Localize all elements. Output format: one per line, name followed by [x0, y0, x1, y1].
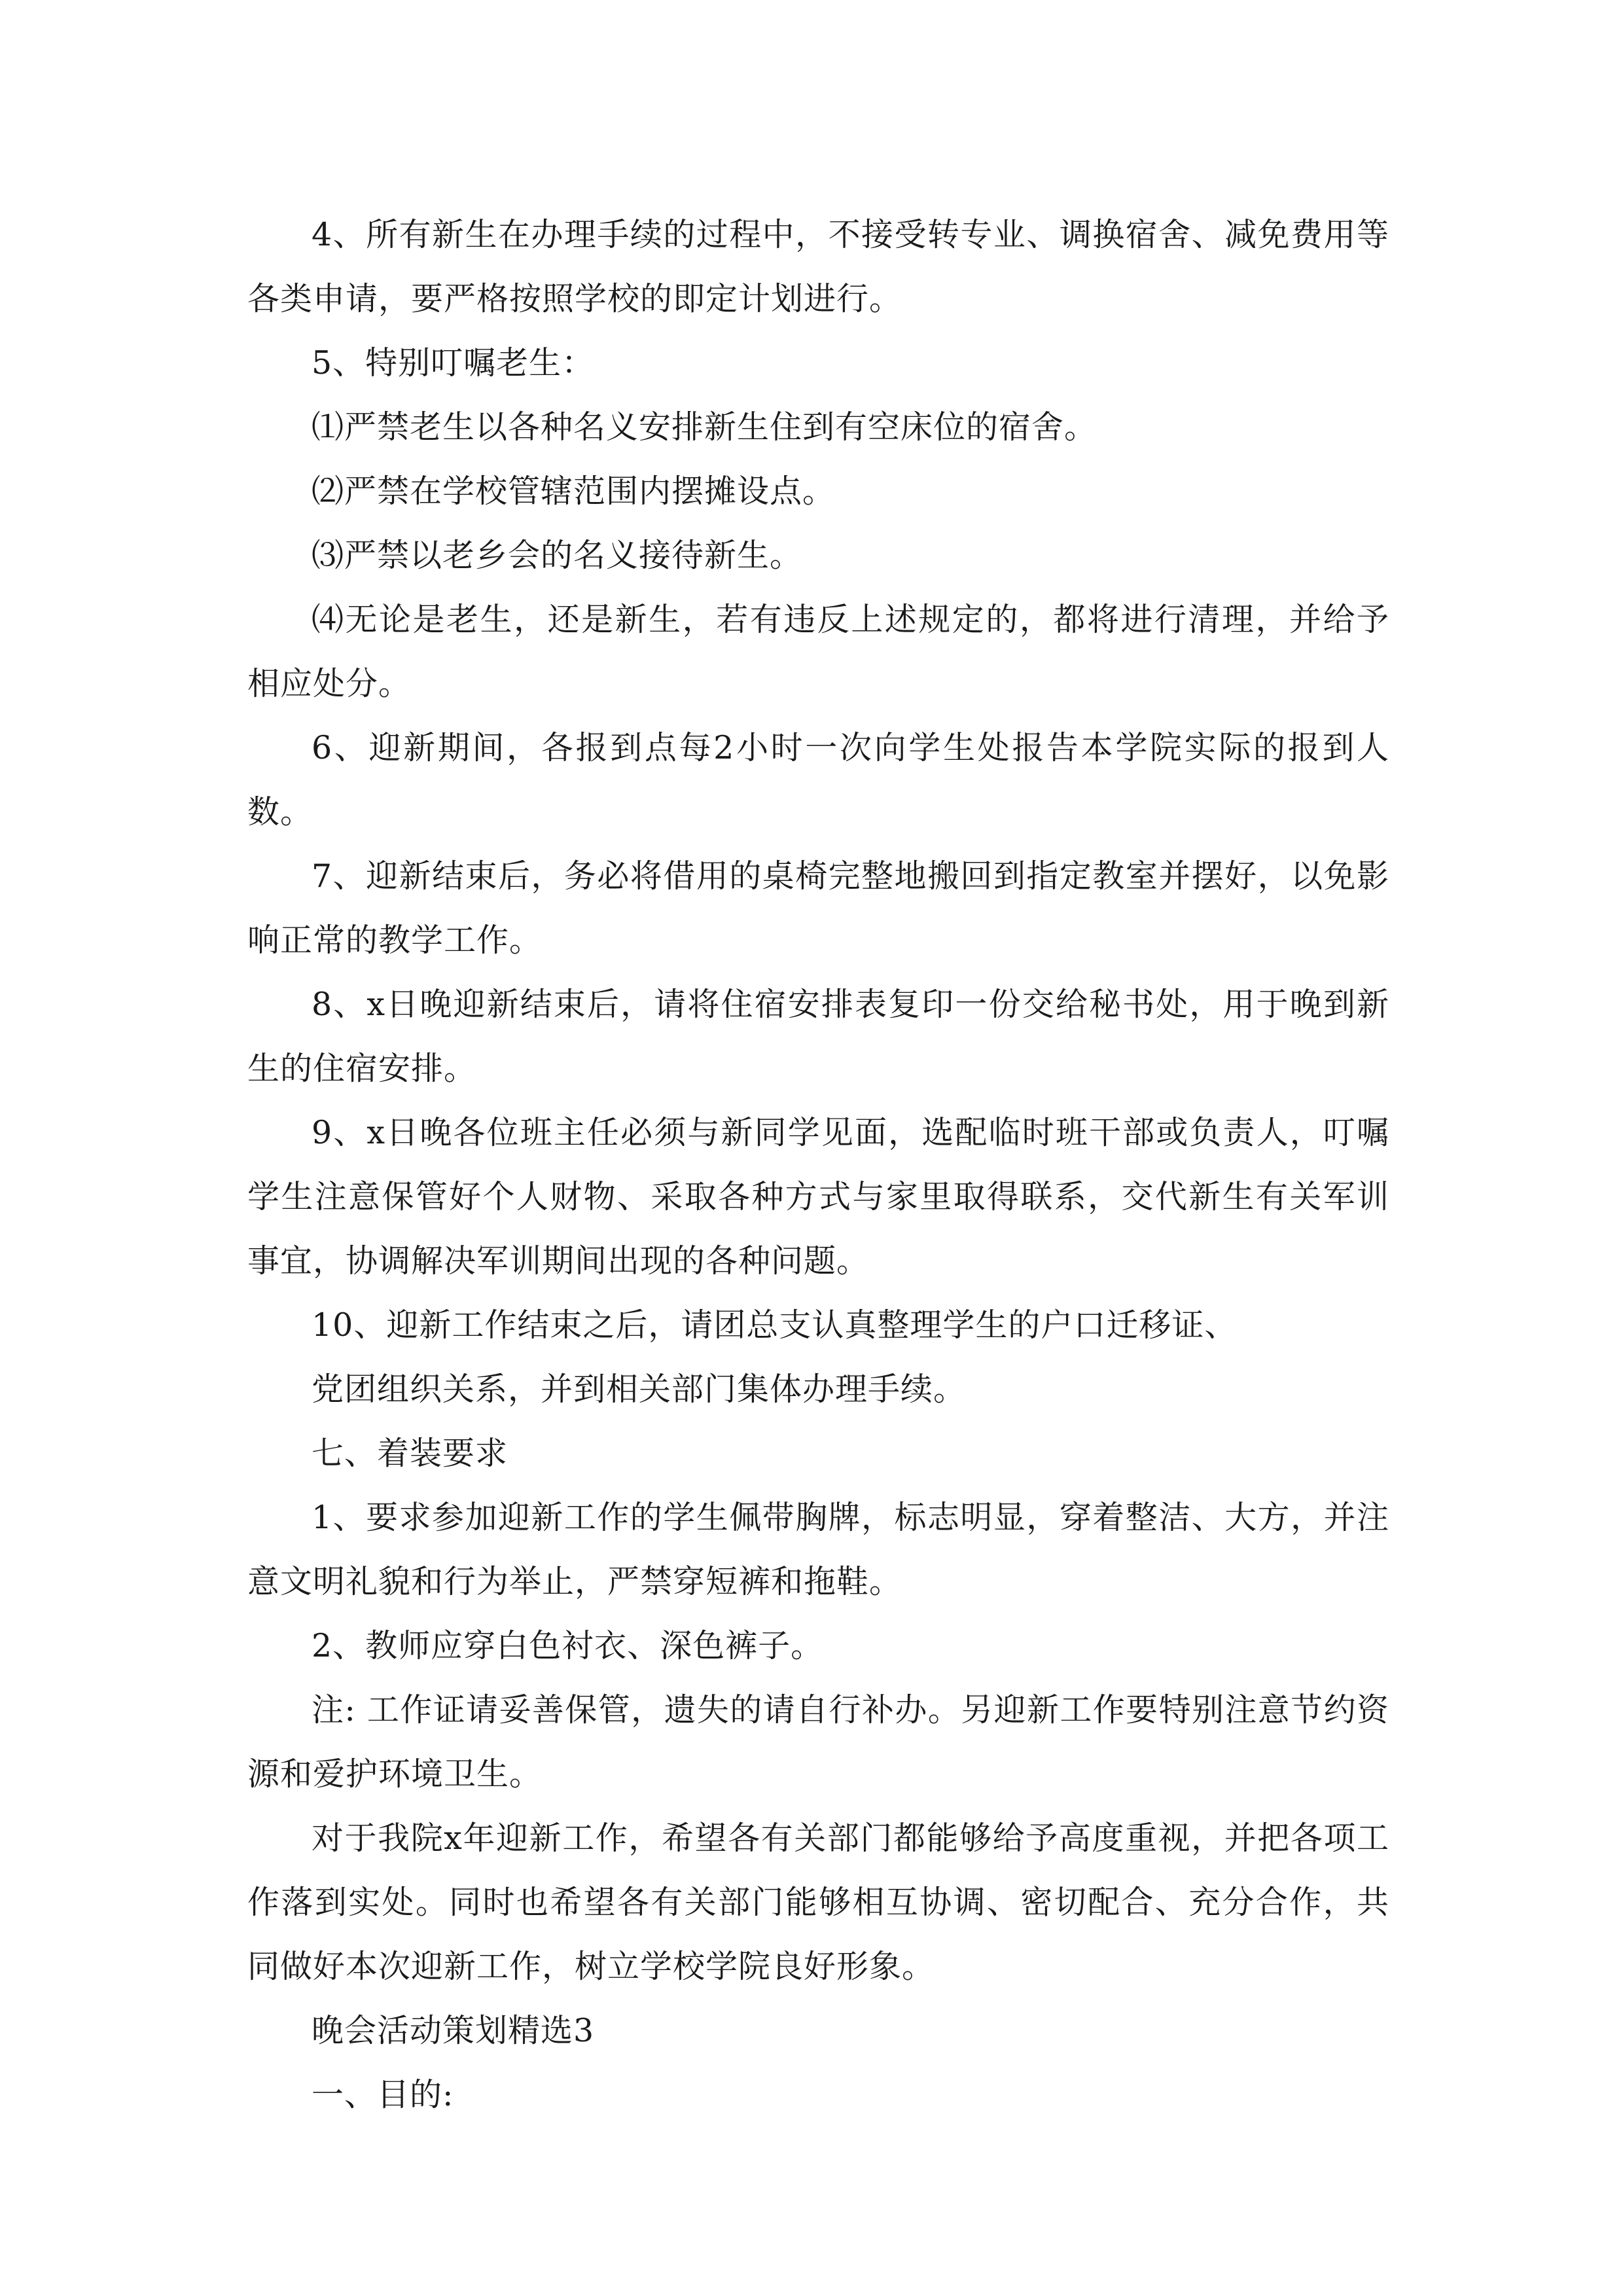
section-heading-purpose: 一、目的:	[312, 2076, 454, 2113]
paragraph-subitem-4: ⑷无论是老生，还是新生，若有违反上述规定的，都将进行清理，并给予相应处分。	[247, 601, 1389, 702]
paragraph-subitem-3: ⑶严禁以老乡会的名义接待新生。	[312, 537, 803, 574]
paragraph-item-4: 4、所有新生在办理手续的过程中，不接受转专业、调换宿舍、减免费用等各类申请，要严格按照学校的即定计划进行。	[247, 216, 1389, 317]
paragraph-closing: 对于我院x年迎新工作，希望各有关部门都能够给予高度重视，并把各项工作落到实处。同时也希望各有关部门能够相互协调、密切配合、充分合作，共同做好本次迎新工作，树立学校学院良好形象。	[247, 1820, 1389, 1985]
section-title-evening-plan: 晚会活动策划精选3	[312, 2012, 595, 2049]
paragraph-item-10: 10、迎新工作结束之后，请团总支认真整理学生的户口迁移证、	[312, 1306, 1238, 1344]
paragraph-subitem-2: ⑵严禁在学校管辖范围内摆摊设点。	[312, 473, 836, 510]
paragraph-note: 注: 工作证请妥善保管，遗失的请自行补办。另迎新工作要特别注意节约资源和爱护环境卫生。	[247, 1691, 1389, 1793]
document-body	[247, 203, 1389, 2127]
paragraph-subitem-1: ⑴严禁老生以各种名义安排新生住到有空床位的宿舍。	[312, 408, 1097, 446]
paragraph-item-5-heading: 5、特别叮嘱老生：	[312, 344, 595, 382]
paragraph-item-7: 7、迎新结束后，务必将借用的桌椅完整地搬回到指定教室并摆好，以免影响正常的教学工作。	[247, 857, 1389, 959]
paragraph-item-10-continued: 党团组织关系，并到相关部门集体办理手续。	[312, 1371, 967, 1408]
paragraph-item-9: 9、x日晚各位班主任必须与新同学见面，选配临时班干部或负责人，叮嘱学生注意保管好个人财物、采取各种方式与家里取得联系，交代新生有关军训事宜，协调解决军训期间出现的各种问题。	[247, 1114, 1389, 1280]
paragraph-dress-item-1: 1、要求参加迎新工作的学生佩带胸牌，标志明显，穿着整洁、大方，并注意文明礼貌和行为举止，严禁穿短裤和拖鞋。	[247, 1499, 1389, 1600]
section-heading-dress-code: 七、着装要求	[312, 1435, 508, 1472]
paragraph-dress-item-2: 2、教师应穿白色衬衣、深色裤子。	[312, 1627, 824, 1664]
paragraph-item-6: 6、迎新期间，各报到点每2小时一次向学生处报告本学院实际的报到人数。	[247, 729, 1389, 831]
paragraph-item-8: 8、x日晚迎新结束后，请将住宿安排表复印一份交给秘书处，用于晚到新生的住宿安排。	[247, 986, 1389, 1087]
